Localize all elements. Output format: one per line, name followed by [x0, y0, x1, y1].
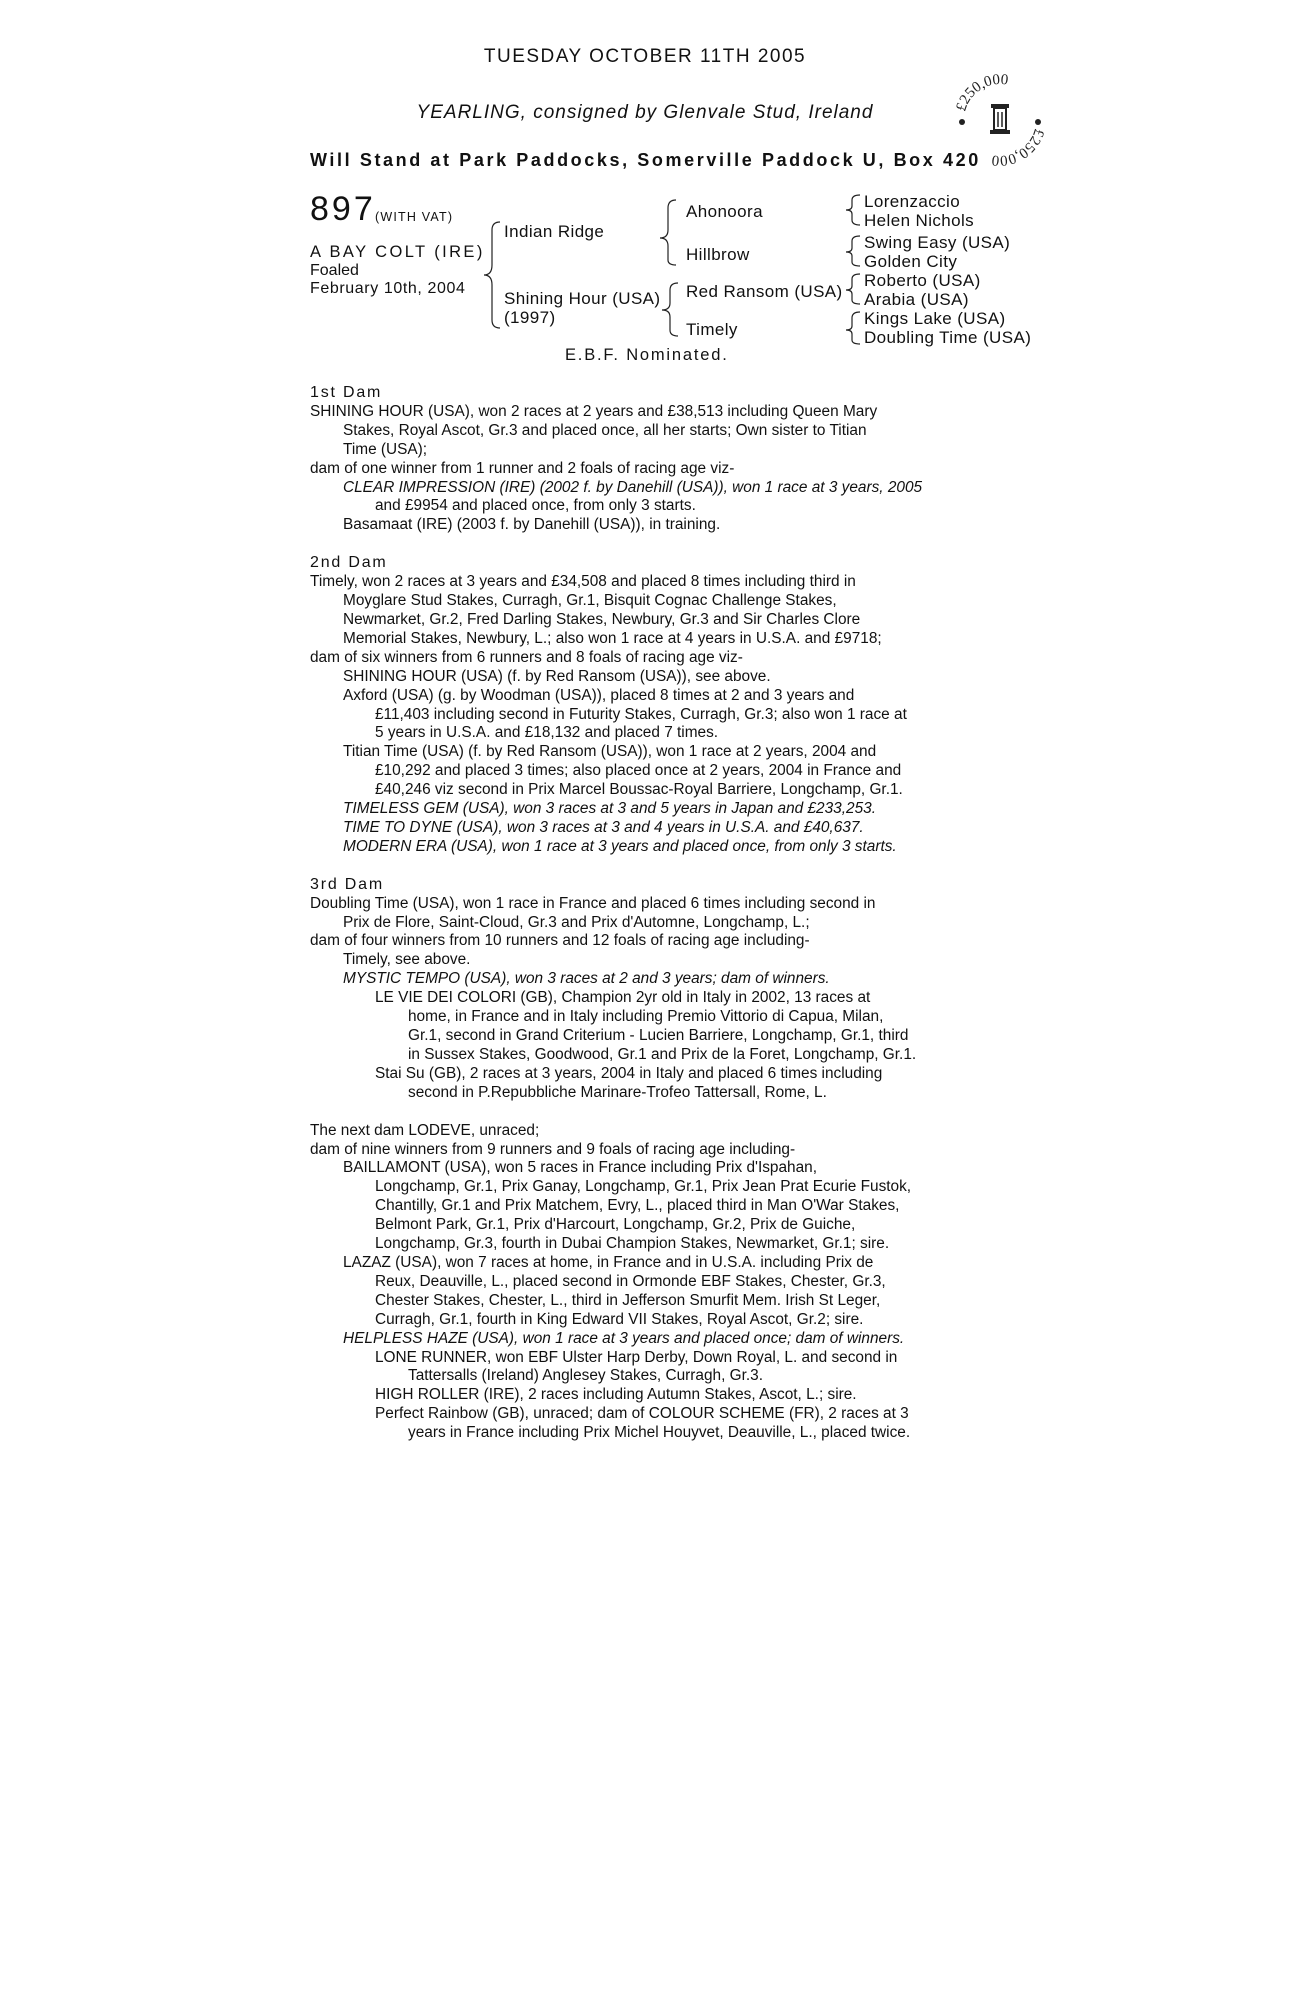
second-dam-line: dam of six winners from 6 runners and 8 foals of racing age viz-: [310, 648, 743, 666]
first-dam-line: CLEAR IMPRESSION (IRE) (2002 f. by Danehill (USA)), won 1 race at 3 years, 2005: [343, 478, 923, 496]
pedigree-dam: Shining Hour (USA): [504, 289, 661, 308]
ebf-nomination: E.B.F. Nominated.: [565, 346, 729, 364]
second-dam-line: £11,403 including second in Futurity Stakes, Curragh, Gr.3; also won 1 race at: [375, 705, 907, 723]
third-dam-line: in Sussex Stakes, Goodwood, Gr.1 and Prix de la Foret, Longchamp, Gr.1.: [408, 1045, 917, 1063]
first-dam-line: Basamaat (IRE) (2003 f. by Danehill (USA)), in training.: [343, 516, 721, 534]
next-dam-line: The next dam LODEVE, unraced;: [310, 1121, 540, 1139]
third-dam-line: Doubling Time (USA), won 1 race in France and placed 6 times including second in: [310, 894, 876, 912]
stand-location: Will Stand at Park Paddocks, Somerville Paddock U, Box 420: [310, 150, 981, 170]
pedigree-g4: Golden City: [864, 252, 958, 271]
next-dam-line: BAILLAMONT (USA), won 5 races in France including Prix d'Ispahan,: [343, 1159, 817, 1177]
pedigree-sire-dam: Hillbrow: [686, 245, 750, 264]
second-dam-line: MODERN ERA (USA), won 1 race at 3 years and placed once, from only 3 starts.: [343, 837, 897, 855]
pedigree-g6: Arabia (USA): [864, 290, 969, 309]
svg-text:£250,000: £250,000: [953, 71, 1010, 114]
third-dam-line: LE VIE DEI COLORI (GB), Champion 2yr old in Italy in 2002, 13 races at: [375, 989, 871, 1007]
first-dam-line: Time (USA);: [343, 440, 428, 458]
next-dam-line: HIGH ROLLER (IRE), 2 races including Autumn Stakes, Ascot, L.; sire.: [375, 1386, 857, 1404]
third-dam-line: Gr.1, second in Grand Criterium - Lucien Barriere, Longchamp, Gr.1, third: [408, 1027, 909, 1044]
next-dam-line: Perfect Rainbow (GB), unraced; dam of COLOUR SCHEME (FR), 2 races at 3: [375, 1405, 909, 1423]
second-dam-line: Memorial Stakes, Newbury, L.; also won 1 race at 4 years in U.S.A. and £9718;: [343, 629, 882, 647]
third-dam-line: home, in France and in Italy including Premio Vittorio di Capua, Milan,: [408, 1008, 884, 1026]
third-dam-heading: 3rd Dam: [310, 875, 384, 893]
pedigree-g2: Helen Nichols: [864, 211, 975, 230]
pedigree-dam-dam: Timely: [686, 320, 738, 339]
second-dam-line: £40,246 viz second in Prix Marcel Boussac-Royal Barriere, Longchamp, Gr.1.: [375, 781, 903, 799]
third-dam-line: dam of four winners from 10 runners and 12 foals of racing age including-: [310, 932, 810, 950]
pedigree-braces: [0, 0, 1290, 380]
first-dam-line: SHINING HOUR (USA), won 2 races at 2 years and £38,513 including Queen Mary: [310, 402, 878, 420]
second-dam-line: 5 years in U.S.A. and £18,132 and placed 7 times.: [375, 724, 719, 742]
next-dam-line: Longchamp, Gr.3, fourth in Dubai Champion Stakes, Newmarket, Gr.1; sire.: [375, 1235, 890, 1253]
next-dam-line: HELPLESS HAZE (USA), won 1 race at 3 years and placed once; dam of winners.: [343, 1329, 905, 1347]
second-dam-line: TIMELESS GEM (USA), won 3 races at 3 and 5 years in Japan and £233,253.: [343, 800, 876, 818]
pedigree-g5: Roberto (USA): [864, 271, 981, 290]
lot-title: A BAY COLT (IRE): [310, 243, 485, 261]
first-dam-line: and £9954 and placed once, from only 3 starts.: [375, 497, 696, 515]
third-dam-line: Timely, see above.: [343, 951, 471, 969]
second-dam-line: Moyglare Stud Stakes, Curragh, Gr.1, Bisquit Cognac Challenge Stakes,: [343, 592, 837, 610]
third-dam-line: Stai Su (GB), 2 races at 3 years, 2004 in Italy and placed 6 times including: [375, 1064, 883, 1082]
second-dam-line: Timely, won 2 races at 3 years and £34,508 and placed 8 times including third in: [310, 573, 856, 591]
svg-text:£250,000: £250,000: [990, 126, 1047, 169]
pedigree-sire: Indian Ridge: [504, 222, 605, 241]
next-dam-line: LAZAZ (USA), won 7 races at home, in France and in U.S.A. including Prix de: [343, 1253, 874, 1271]
first-dam-heading: 1st Dam: [310, 384, 383, 401]
pedigree-sire-sire: Ahonoora: [686, 202, 763, 221]
first-dam-line: Stakes, Royal Ascot, Gr.3 and placed once, all her starts; Own sister to Titian: [343, 421, 867, 439]
next-dam-line: Chantilly, Gr.1 and Prix Matchem, Evry, L., placed third in Man O'War Stakes,: [375, 1197, 900, 1215]
next-dam-line: Longchamp, Gr.1, Prix Ganay, Longchamp, Gr.1, Prix Jean Prat Ecurie Fustok,: [375, 1178, 912, 1196]
next-dam-line: Curragh, Gr.1, fourth in King Edward VII Stakes, Royal Ascot, Gr.2; sire.: [375, 1310, 864, 1328]
lot-number: 897: [310, 190, 376, 228]
second-dam-line: SHINING HOUR (USA) (f. by Red Ransom (USA)), see above.: [343, 667, 771, 685]
pedigree-g8: Doubling Time (USA): [864, 328, 1032, 347]
second-dam-line: TIME TO DYNE (USA), won 3 races at 3 and 4 years in U.S.A. and £40,637.: [343, 818, 864, 836]
next-dam-line: Belmont Park, Gr.1, Prix d'Harcourt, Longchamp, Gr.2, Prix de Guiche,: [375, 1216, 856, 1234]
catalogue-body: [310, 384, 1010, 1443]
second-dam-line: Newmarket, Gr.2, Fred Darling Stakes, Newbury, Gr.3 and Sir Charles Clore: [343, 610, 861, 628]
first-dam-line: dam of one winner from 1 runner and 2 foals of racing age viz-: [310, 459, 735, 477]
second-dam-line: £10,292 and placed 3 times; also placed once at 2 years, 2004 in France and: [375, 762, 902, 780]
pedigree-dam-year: (1997): [504, 308, 556, 327]
third-dam-line: MYSTIC TEMPO (USA), won 3 races at 2 and 3 years; dam of winners.: [343, 970, 830, 988]
pedigree-dam-sire: Red Ransom (USA): [686, 282, 843, 301]
second-dam-line: Axford (USA) (g. by Woodman (USA)), placed 8 times at 2 and 3 years and: [343, 686, 855, 704]
next-dam-line: LONE RUNNER, won EBF Ulster Harp Derby, Down Royal, L. and second in: [375, 1348, 898, 1366]
next-dam-line: Chester Stakes, Chester, L., third in Jefferson Smurfit Mem. Irish St Leger,: [375, 1291, 881, 1309]
consignment-line: YEARLING, consigned by Glenvale Stud, Ireland: [416, 102, 874, 123]
pedigree-g1: Lorenzaccio: [864, 192, 961, 211]
second-dam-heading: 2nd Dam: [310, 554, 388, 572]
second-dam-line: Titian Time (USA) (f. by Red Ransom (USA)), won 1 race at 2 years, 2004 and: [343, 743, 877, 761]
pedigree-g7: Kings Lake (USA): [864, 309, 1006, 328]
vat-note: (WITH VAT): [375, 210, 454, 224]
pedigree-g3: Swing Easy (USA): [864, 233, 1011, 252]
foaled-date: February 10th, 2004: [310, 280, 466, 297]
next-dam-line: dam of nine winners from 9 runners and 9 foals of racing age including-: [310, 1140, 796, 1158]
third-dam-line: second in P.Repubbliche Marinare-Trofeo Tattersall, Rome, L.: [408, 1083, 827, 1101]
sale-date: TUESDAY OCTOBER 11TH 2005: [483, 46, 807, 67]
foaled-label: Foaled: [310, 262, 359, 279]
next-dam-line: years in France including Prix Michel Houyvet, Deauville, L., placed twice.: [408, 1424, 911, 1442]
third-dam-line: Prix de Flore, Saint-Cloud, Gr.3 and Prix d'Automne, Longchamp, L.;: [343, 913, 810, 931]
next-dam-line: Tattersalls (Ireland) Anglesey Stakes, Curragh, Gr.3.: [408, 1367, 763, 1385]
next-dam-line: Reux, Deauville, L., placed second in Ormonde EBF Stakes, Chester, Gr.3,: [375, 1272, 886, 1290]
